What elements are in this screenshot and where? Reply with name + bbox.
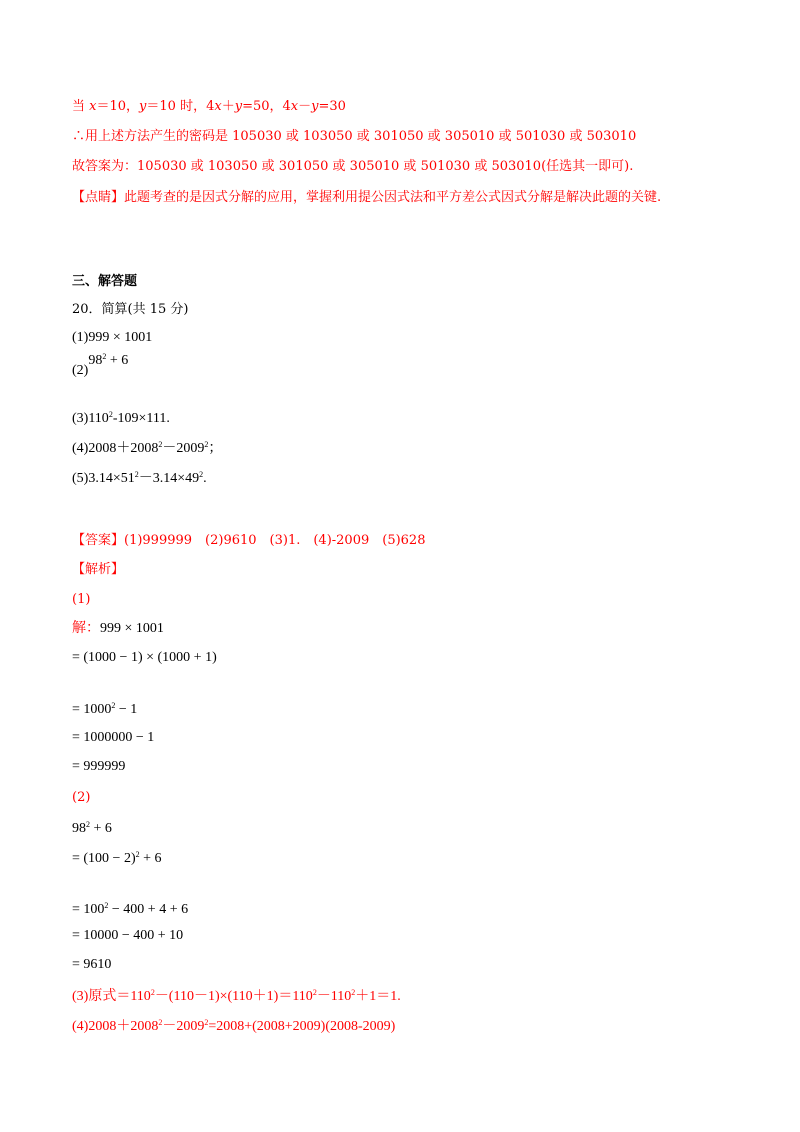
prev-key-point: 【点睛】此题考查的是因式分解的应用，掌握利用提公因式法和平方差公式因式分解是解决此题的关键. (72, 190, 662, 205)
prev-line-2: ∴用上述方法产生的密码是 105030 或 103050 或 301050 或 305010 或 501030 或 503010 (72, 129, 637, 144)
prev-line-1: 当 x＝10，y＝10 时，4x＋y=50，4x－y=30 (72, 99, 346, 114)
question-4: $(4)2008+2008^2-2009^2$； (72, 440, 223, 456)
solution-1-intro: 解：999 × 1001 (72, 621, 164, 636)
solution-2-step-4: = 9610 (72, 957, 112, 972)
solution-1-label: (1) (72, 592, 91, 607)
solution-2-step-1: = $(100 - 2)^2 + 6$ (72, 850, 162, 866)
solution-2-label: (2) (72, 790, 91, 805)
solution-1-step-4: = 999999 (72, 759, 126, 774)
solution-1-step-2: = $1000^2 - 1$ (72, 701, 138, 717)
solution-2-expr: $98^2 + 6$ (72, 820, 112, 836)
question-3: $(3)110^2-109\times 111$. (72, 410, 170, 426)
question-5: $(5)3.14\times 51^2-3.14\times 49^2$. (72, 470, 207, 486)
solution-4: $(4)2008+2008^2-2009^2=2008+(2008+2009)(2008-2009)$ (72, 1018, 396, 1034)
question-title: 20．简算(共 15 分) (72, 302, 189, 317)
analysis-heading: 【解析】 (72, 562, 125, 577)
question-2: $(2)98^2 + 6$ (72, 352, 129, 378)
solution-1-step-1: = (1000 − 1) × (1000 + 1) (72, 650, 217, 665)
solution-1-step-3: = 1000000 − 1 (72, 730, 155, 745)
answer-line: 【答案】(1)999999 (2)9610 (3)1. (4)-2009 (5)628 (72, 533, 426, 548)
solution-3: (3)原式$=110^2-(110-1)\times(110+1)=110^2-110^2+1=1$. (72, 988, 401, 1004)
section-heading: 三、解答题 (72, 274, 138, 289)
solution-2-step-2: = $100^2 - 400 + 4 + 6$ (72, 901, 189, 917)
solution-2-step-3: = 10000 − 400 + 10 (72, 928, 184, 943)
prev-line-3: 故答案为：105030 或 103050 或 301050 或 305010 或 501030 或 503010(任选其一即可). (72, 159, 634, 174)
question-1: (1)999 × 1001 (72, 330, 153, 345)
